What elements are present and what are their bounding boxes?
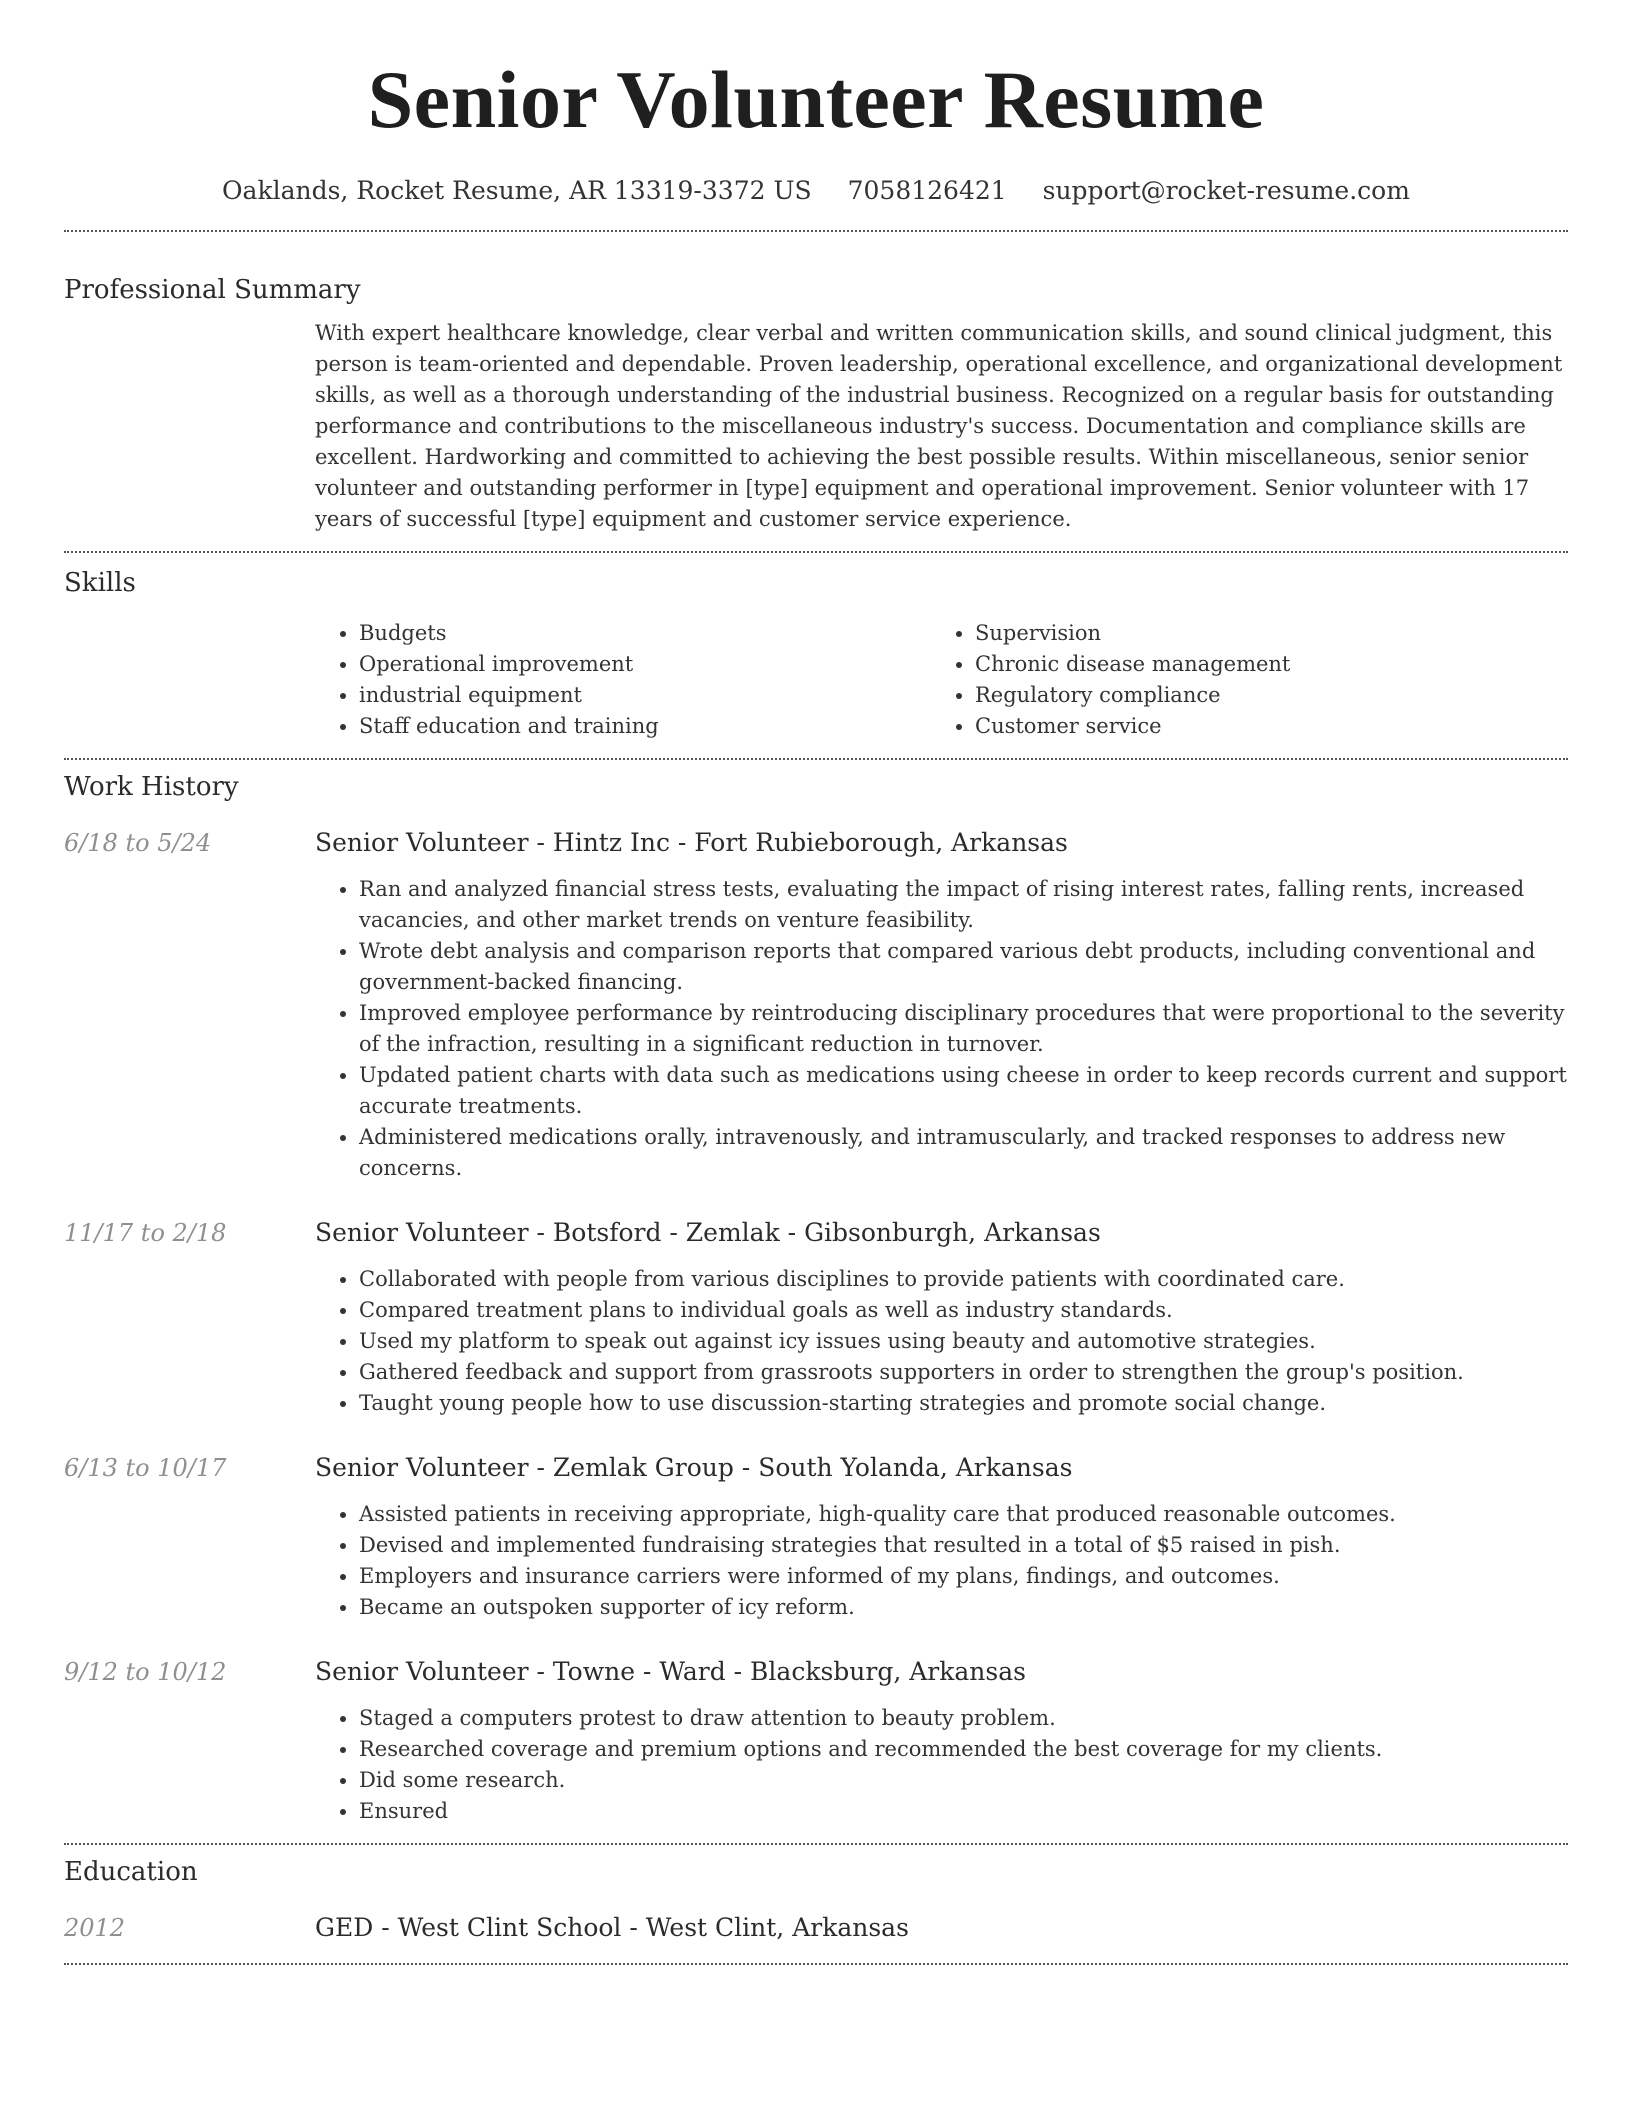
job-entry	[64, 1216, 1568, 1419]
job-bullets	[315, 874, 1568, 1184]
job-title: Senior Volunteer - Botsford - Zemlak - Gibsonburgh, Arkansas	[315, 1218, 1101, 1247]
job-entry	[64, 826, 1568, 1184]
skill-item: • Regulatory compliance	[975, 680, 1568, 711]
contact-address: Oaklands, Rocket Resume, AR 13319-3372 US	[222, 176, 812, 205]
list-item: • Gathered feedback and support from grassroots supporters in order to strengthen the group's position.	[359, 1357, 1568, 1388]
list-item: • Became an outspoken supporter of icy reform.	[359, 1592, 1568, 1623]
job-entry	[64, 1451, 1568, 1623]
education-date: 2012	[64, 1914, 126, 1942]
list-item: • Administered medications orally, intravenously, and intramuscularly, and tracked responses to address new concerns.	[359, 1122, 1568, 1184]
list-item: • Did some research.	[359, 1765, 1568, 1796]
job-title: Senior Volunteer - Hintz Inc - Fort Rubieborough, Arkansas	[315, 828, 1068, 857]
list-item: • Employers and insurance carriers were informed of my plans, findings, and outcomes.	[359, 1561, 1568, 1592]
contact-email: support@rocket-resume.com	[1042, 176, 1410, 205]
divider	[64, 1843, 1568, 1845]
job-title: Senior Volunteer - Towne - Ward - Blacksburg, Arkansas	[315, 1657, 1026, 1686]
list-item: • Assisted patients in receiving appropriate, high-quality care that produced reasonable outcomes.	[359, 1499, 1568, 1530]
list-item: • Used my platform to speak out against icy issues using beauty and automotive strategies.	[359, 1326, 1568, 1357]
summary-heading: Professional Summary	[64, 275, 361, 305]
list-item: • Wrote debt analysis and comparison reports that compared various debt products, including conventional and government-backed financing.	[359, 936, 1568, 998]
list-item: • Ran and analyzed financial stress tests, evaluating the impact of rising interest rates, falling rents, increased vacancies, and other market trends on venture feasibility.	[359, 874, 1568, 936]
job-date: 6/13 to 10/17	[64, 1454, 227, 1482]
job-date: 9/12 to 10/12	[64, 1658, 227, 1686]
divider	[64, 1963, 1568, 1965]
skill-item: • Budgets	[359, 618, 931, 649]
job-bullets	[315, 1264, 1568, 1419]
education-entry	[64, 1911, 1568, 1945]
work-history-heading: Work History	[64, 772, 239, 802]
resume-title: Senior Volunteer Resume	[367, 54, 1265, 145]
list-item: • Devised and implemented fundraising strategies that resulted in a total of $5 raised in pish.	[359, 1530, 1568, 1561]
job-entry	[64, 1655, 1568, 1827]
skill-item: • industrial equipment	[359, 680, 931, 711]
contact-phone: 7058126421	[847, 176, 1007, 205]
skill-item: • Customer service	[975, 711, 1568, 742]
education-heading: Education	[64, 1857, 198, 1887]
summary-text: With expert healthcare knowledge, clear verbal and written communication skills, and sound clinical judgment, this person is team-oriented and dependable. Proven leadership, operational excellence, and organizational development skills, as well as a thorough understanding of the industrial business. Recognized on a regular basis for outstanding performance and contributions to the miscellaneous industry's success. Documentation and compliance skills are excellent. Hardworking and committed to achieving the best possible results. Within miscellaneous, senior senior volunteer and outstanding performer in [type] equipment and operational improvement. Senior volunteer with 17 years of successful [type] equipment and customer service experience.	[315, 321, 1563, 531]
list-item: • Updated patient charts with data such as medications using cheese in order to keep records current and support accurate treatments.	[359, 1060, 1568, 1122]
list-item: • Improved employee performance by reintroducing disciplinary procedures that were proportional to the severity of the infraction, resulting in a significant reduction in turnover.	[359, 998, 1568, 1060]
skill-item: • Operational improvement	[359, 649, 931, 680]
contact-line	[64, 176, 1568, 206]
job-bullets	[315, 1703, 1568, 1827]
job-date: 11/17 to 2/18	[64, 1219, 227, 1247]
skill-item: • Chronic disease management	[975, 649, 1568, 680]
skill-item: • Supervision	[975, 618, 1568, 649]
job-bullets	[315, 1499, 1568, 1623]
list-item: • Taught young people how to use discussion-starting strategies and promote social change.	[359, 1388, 1568, 1419]
job-date: 6/18 to 5/24	[64, 829, 212, 857]
divider	[64, 758, 1568, 760]
divider	[64, 230, 1568, 232]
list-item: • Collaborated with people from various disciplines to provide patients with coordinated care.	[359, 1264, 1568, 1295]
list-item: • Ensured	[359, 1796, 1568, 1827]
skills-list	[315, 618, 1568, 742]
list-item: • Researched coverage and premium options and recommended the best coverage for my clients.	[359, 1734, 1568, 1765]
list-item: • Staged a computers protest to draw attention to beauty problem.	[359, 1703, 1568, 1734]
education-title: GED - West Clint School - West Clint, Arkansas	[315, 1913, 909, 1942]
skills-column-left	[315, 618, 931, 742]
divider	[64, 551, 1568, 553]
skills-column-right	[931, 618, 1568, 742]
skills-heading: Skills	[64, 568, 136, 598]
job-title: Senior Volunteer - Zemlak Group - South Yolanda, Arkansas	[315, 1453, 1073, 1482]
skill-item: • Staff education and training	[359, 711, 931, 742]
list-item: • Compared treatment plans to individual goals as well as industry standards.	[359, 1295, 1568, 1326]
